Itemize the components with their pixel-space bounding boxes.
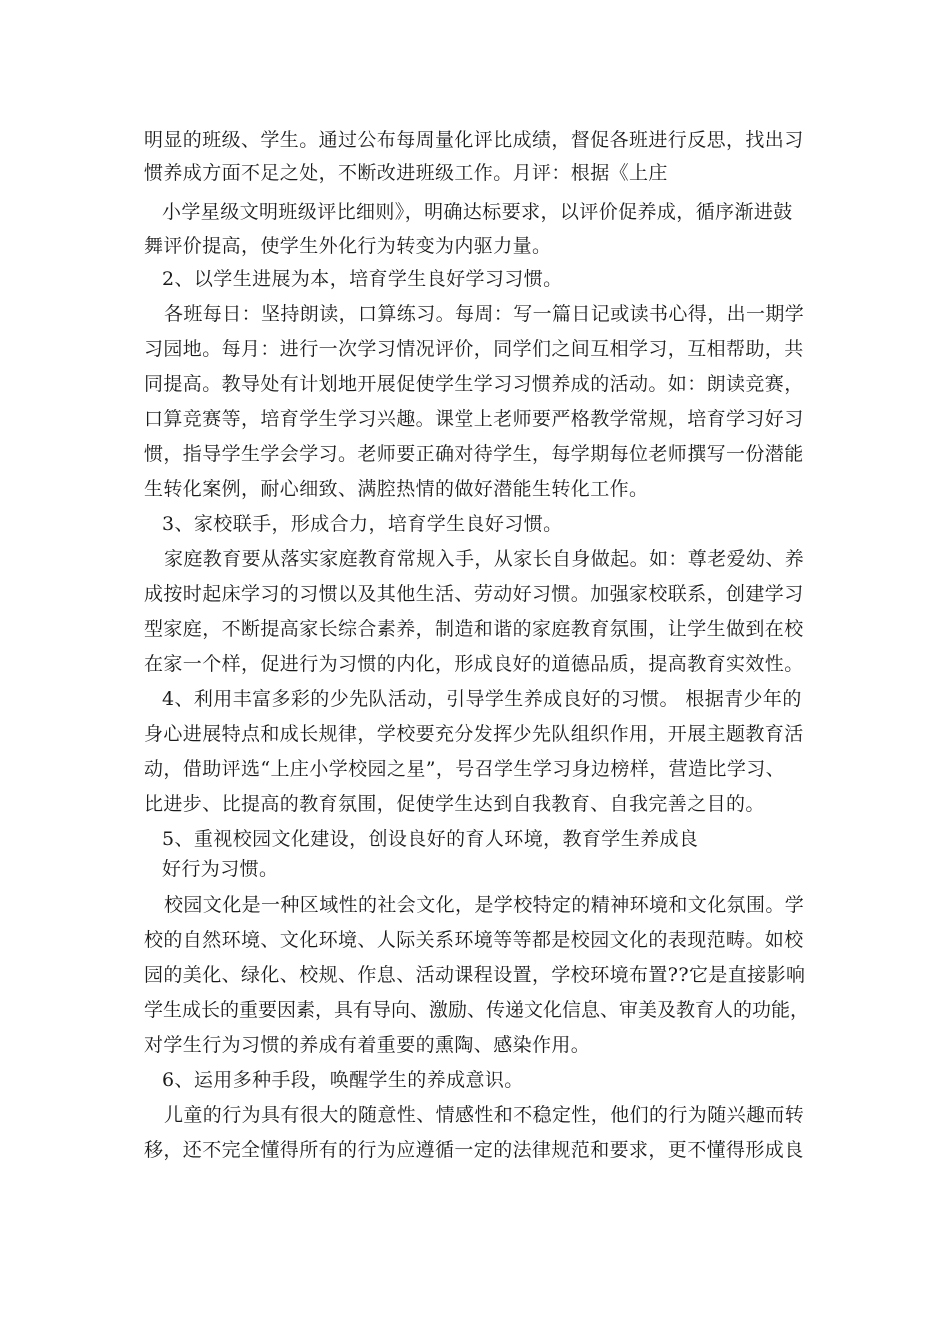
section-heading: 6、运用多种手段，唤醒学生的养成意识。 [162, 1069, 524, 1091]
section-heading: 5、重视校园文化建设，创设良好的育人环境，教育学生养成良 [162, 828, 699, 850]
text-line: 惯养成方面不足之处，不断改进班级工作。月评：根据《上庄 [144, 162, 668, 184]
text-line: 园的美化、绿化、校规、作息、活动课程设置，学校环境布置??它是直接影响 [144, 964, 806, 986]
text-line: 儿童的行为具有很大的随意性、情感性和不稳定性，他们的行为随兴趣而转 [164, 1104, 805, 1126]
text-line: 成按时起床学习的习惯以及其他生活、劳动好习惯。加强家校联系，创建学习 [144, 583, 804, 605]
text-line: 动，借助评选“上庄小学校园之星”，号召学生学习身边榜样，营造比学习、 [144, 758, 786, 780]
text-line: 小学星级文明班级评比细则》，明确达标要求，以评价促养成，循序渐进鼓 [162, 201, 793, 223]
text-line: 校园文化是一种区域性的社会文化，是学校特定的精神环境和文化氛围。学 [164, 894, 805, 916]
text-line: 家庭教育要从落实家庭教育常规入手，从家长自身做起。如：尊老爱幼、养 [164, 548, 805, 570]
text-line: 身心进展特点和成长规律，学校要充分发挥少先队组织作用，开展主题教育活 [144, 723, 804, 745]
text-line: 舞评价提高，使学生外化行为转变为内驱力量。 [144, 235, 552, 257]
text-line: 惯，指导学生学会学习。老师要正确对待学生，每学期每位老师撰写一份潜能 [144, 443, 804, 465]
text-line: 同提高。教导处有计划地开展促使学生学习习惯养成的活动。如：朗读竞赛， [144, 373, 804, 395]
text-line: 在家一个样，促进行为习惯的内化，形成良好的道德品质，提高教育实效性。 [144, 653, 804, 675]
section-heading: 好行为习惯。 [162, 858, 279, 880]
text-line: 各班每日：坚持朗读，口算练习。每周：写一篇日记或读书心得，出一期学 [164, 303, 805, 325]
section-heading: 4、利用丰富多彩的少先队活动，引导学生养成良好的习惯。 根据青少年的 [162, 688, 802, 710]
text-line: 口算竞赛等，培育学生学习兴趣。课堂上老师要严格教学常规，培育学习好习 [144, 408, 804, 430]
text-line: 比进步、比提高的教育氛围，促使学生达到自我教育、自我完善之目的。 [144, 793, 765, 815]
text-line: 明显的班级、学生。通过公布每周量化评比成绩，督促各班进行反思，找出习 [144, 129, 804, 151]
text-line: 校的自然环境、文化环境、人际关系环境等等都是校园文化的表现范畴。如校 [144, 929, 804, 951]
text-line: 型家庭，不断提高家长综合素养，制造和谐的家庭教育氛围，让学生做到在校 [144, 618, 804, 640]
text-line: 生转化案例，耐心细致、满腔热情的做好潜能生转化工作。 [144, 478, 649, 500]
text-line: 学生成长的重要因素，具有导向、激励、传递文化信息、审美及教育人的功能， [144, 999, 810, 1021]
section-heading: 3、家校联手，形成合力，培育学生良好习惯。 [162, 513, 563, 535]
text-line: 对学生行为习惯的养成有着重要的熏陶、感染作用。 [144, 1034, 591, 1056]
text-line: 习园地。每月：进行一次学习情况评价，同学们之间互相学习，互相帮助，共 [144, 338, 804, 360]
section-heading: 2、以学生进展为本，培育学生良好学习习惯。 [162, 268, 563, 290]
text-line: 移，还不完全懂得所有的行为应遵循一定的法律规范和要求，更不懂得形成良 [144, 1139, 804, 1161]
